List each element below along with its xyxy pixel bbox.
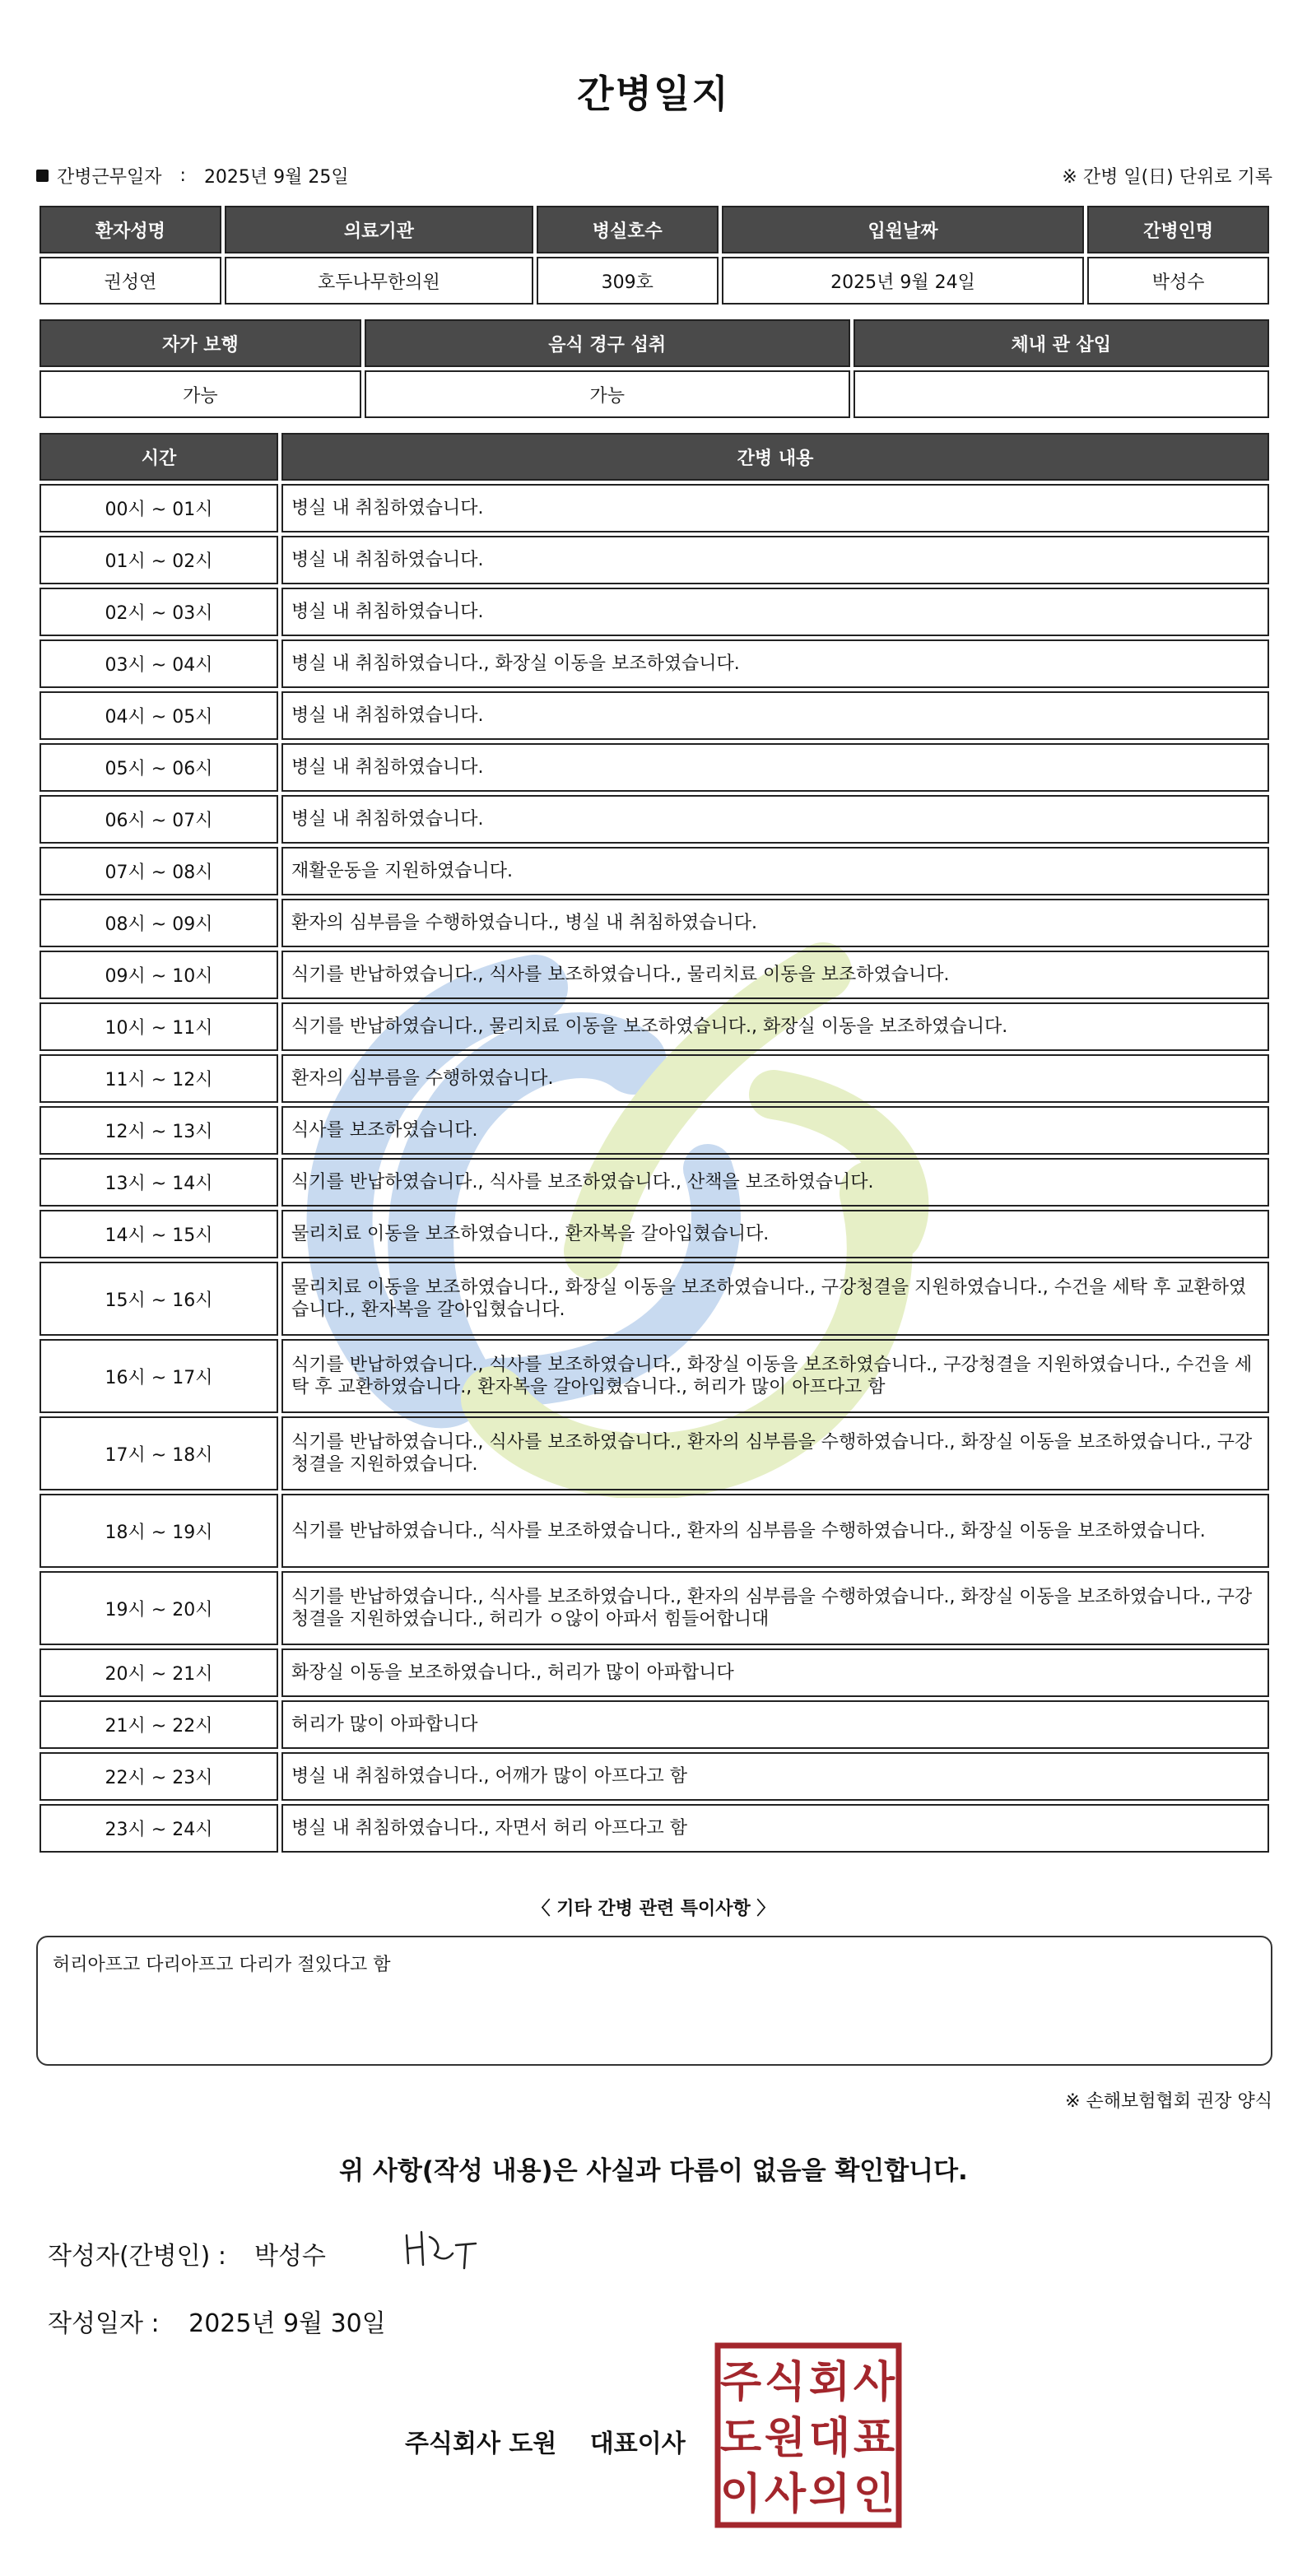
care-log-row: [40, 1700, 1269, 1749]
care-log-time: 05시 ~ 06시: [40, 743, 278, 792]
header-caregiver-name: 간병인명: [1087, 206, 1269, 253]
care-log-content: 병실 내 취침하였습니다., 어깨가 많이 아프다고 함: [281, 1752, 1269, 1801]
notes-box: [36, 1936, 1272, 2066]
care-log-time: 16시 ~ 17시: [40, 1339, 278, 1413]
patient-status-header-row: [40, 319, 1269, 367]
patient-status-table: [36, 316, 1272, 421]
writer-label: 작성자(간병인) :: [48, 2242, 226, 2271]
care-log-time: 02시 ~ 03시: [40, 588, 278, 636]
value-tube-insertion: [854, 370, 1269, 418]
care-log-content: 병실 내 취침하였습니다., 자면서 허리 아프다고 함: [281, 1804, 1269, 1853]
value-oral-intake: 가능: [365, 370, 850, 418]
care-log-time: 22시 ~ 23시: [40, 1752, 278, 1801]
svg-text:사: 사: [764, 2470, 807, 2519]
bullet-square-icon: [36, 170, 49, 182]
care-log-header-row: [40, 433, 1269, 481]
insurer-note: ※ 손해보험협회 권장 양식: [1065, 2091, 1272, 2112]
care-log-time: 14시 ~ 15시: [40, 1210, 278, 1258]
care-log-row: [40, 899, 1269, 947]
care-log-content: 병실 내 취침하였습니다.: [281, 691, 1269, 740]
writer-name: 박성수: [253, 2242, 326, 2271]
value-patient-name: 권성연: [40, 257, 221, 305]
write-date-value: 2025년 9월 30일: [188, 2309, 386, 2338]
care-log-row: [40, 1648, 1269, 1697]
care-log-body: [40, 484, 1269, 1853]
header-patient-name: 환자성명: [40, 206, 221, 253]
care-log-time: 23시 ~ 24시: [40, 1804, 278, 1853]
care-log-content: 물리치료 이동을 보조하였습니다., 환자복을 갈아입혔습니다.: [281, 1210, 1269, 1258]
svg-text:도: 도: [719, 2414, 762, 2463]
care-log-time: 03시 ~ 04시: [40, 639, 278, 688]
svg-text:인: 인: [853, 2470, 895, 2519]
svg-text:사: 사: [853, 2358, 895, 2407]
confirmation-statement: 위 사항(작성 내용)은 사실과 다름이 없음을 확인합니다.: [339, 2156, 968, 2186]
care-log-row: [40, 536, 1269, 584]
care-log-time: 09시 ~ 10시: [40, 951, 278, 999]
work-date-line: [36, 163, 349, 188]
care-log-time: 17시 ~ 18시: [40, 1416, 278, 1490]
svg-text:원: 원: [764, 2414, 807, 2463]
care-log-row: [40, 1339, 1269, 1413]
header-self-walking: 자가 보행: [40, 319, 361, 367]
svg-text:식: 식: [764, 2358, 807, 2407]
header-hospital: 의료기관: [225, 206, 533, 253]
care-log-time: 06시 ~ 07시: [40, 795, 278, 844]
care-log-time: 07시 ~ 08시: [40, 847, 278, 895]
care-log-row: [40, 1804, 1269, 1853]
care-log-time: 18시 ~ 19시: [40, 1494, 278, 1568]
work-date-value: 2025년 9월 25일: [203, 167, 349, 188]
svg-text:표: 표: [853, 2414, 895, 2463]
care-log-content: 물리치료 이동을 보조하였습니다., 화장실 이동을 보조하였습니다., 구강청결을 지원하였습니다., 수건을 세탁 후 교환하였습니다., 환자복을 갈아입혔습니다.: [281, 1262, 1269, 1336]
svg-text:주: 주: [719, 2358, 762, 2407]
care-log-content: 병실 내 취침하였습니다.: [281, 795, 1269, 844]
care-log-row: [40, 951, 1269, 999]
header-tube-insertion: 체내 관 삽입: [854, 319, 1269, 367]
header-care-content: 간병 내용: [281, 433, 1269, 481]
care-log-table: [36, 430, 1272, 1856]
writer-line: [48, 2235, 326, 2271]
care-log-row: [40, 847, 1269, 895]
handwritten-signature: [398, 2220, 489, 2278]
value-hospital: 호두나무한의원: [225, 257, 533, 305]
care-log-time: 00시 ~ 01시: [40, 484, 278, 532]
care-log-content: 재활운동을 지원하였습니다.: [281, 847, 1269, 895]
care-log-content: 병실 내 취침하였습니다.: [281, 743, 1269, 792]
care-log-time: 08시 ~ 09시: [40, 899, 278, 947]
care-log-row: [40, 588, 1269, 636]
care-log-content: 환자의 심부름을 수행하였습니다.: [281, 1054, 1269, 1103]
care-log-row: [40, 1262, 1269, 1336]
value-admission-date: 2025년 9월 24일: [722, 257, 1085, 305]
care-log-time: 13시 ~ 14시: [40, 1158, 278, 1207]
care-log-row: [40, 691, 1269, 740]
care-log-content: 식기를 반납하였습니다., 식사를 보조하였습니다., 환자의 심부름을 수행하였습니다., 화장실 이동을 보조하였습니다.: [281, 1494, 1269, 1568]
care-log-row: [40, 795, 1269, 844]
company-seal-stamp: [714, 2342, 902, 2528]
care-log-content: 식기를 반납하였습니다., 식사를 보조하였습니다., 물리치료 이동을 보조하였습니다.: [281, 951, 1269, 999]
patient-info-table: [36, 202, 1272, 308]
care-log-content: 식기를 반납하였습니다., 식사를 보조하였습니다., 화장실 이동을 보조하였습니다., 구강청결을 지원하였습니다., 수건을 세탁 후 교환하였습니다., 환자복을 갈아입혔습니다., 허리가 많이 아프다고 함: [281, 1339, 1269, 1413]
care-log-row: [40, 484, 1269, 532]
notes-text: 허리아프고 다리아프고 다리가 절있다고 함: [53, 1955, 391, 1975]
svg-text:회: 회: [808, 2358, 851, 2407]
care-log-row: [40, 1106, 1269, 1155]
care-log-content: 식기를 반납하였습니다., 식사를 보조하였습니다., 산책을 보조하였습니다.: [281, 1158, 1269, 1207]
value-self-walking: 가능: [40, 370, 361, 418]
care-log-content: 병실 내 취침하였습니다., 화장실 이동을 보조하였습니다.: [281, 639, 1269, 688]
care-log-row: [40, 1416, 1269, 1490]
care-log-time: 01시 ~ 02시: [40, 536, 278, 584]
care-log-time: 15시 ~ 16시: [40, 1262, 278, 1336]
care-log-content: 병실 내 취침하였습니다.: [281, 536, 1269, 584]
care-log-time: 10시 ~ 11시: [40, 1002, 278, 1051]
care-log-time: 19시 ~ 20시: [40, 1571, 278, 1645]
company-title: 대표이사: [589, 2430, 686, 2458]
care-log-time: 12시 ~ 13시: [40, 1106, 278, 1155]
care-log-content: 식기를 반납하였습니다., 식사를 보조하였습니다., 환자의 심부름을 수행하였습니다., 화장실 이동을 보조하였습니다., 구강청결을 지원하였습니다., 허리가 ㅇ않이 아파서 힘들어합니대: [281, 1571, 1269, 1645]
care-log-time: 20시 ~ 21시: [40, 1648, 278, 1697]
company-name: 주식회사 도원: [405, 2430, 557, 2458]
value-caregiver-name: 박성수: [1087, 257, 1269, 305]
care-log-time: 11시 ~ 12시: [40, 1054, 278, 1103]
work-date-separator: :: [179, 165, 186, 186]
header-oral-intake: 음식 경구 섭취: [365, 319, 850, 367]
care-log-content: 식기를 반납하였습니다., 물리치료 이동을 보조하였습니다., 화장실 이동을 보조하였습니다.: [281, 1002, 1269, 1051]
care-log-time: 04시 ~ 05시: [40, 691, 278, 740]
document-title: 간병일지: [577, 72, 730, 116]
care-log-content: 병실 내 취침하였습니다.: [281, 588, 1269, 636]
care-log-content: 식기를 반납하였습니다., 식사를 보조하였습니다., 환자의 심부름을 수행하였습니다., 화장실 이동을 보조하였습니다., 구강청결을 지원하였습니다.: [281, 1416, 1269, 1490]
company-signature-line: [405, 2423, 686, 2459]
care-log-content: 병실 내 취침하였습니다.: [281, 484, 1269, 532]
notes-title: 〈 기타 간병 관련 특이사항 〉: [532, 1899, 775, 1919]
care-log-content: 환자의 심부름을 수행하였습니다., 병실 내 취침하였습니다.: [281, 899, 1269, 947]
work-date-label: 간병근무일자: [57, 167, 162, 188]
value-room-number: 309호: [537, 257, 719, 305]
care-log-row: [40, 1752, 1269, 1801]
unit-note: ※ 간병 일(日) 단위로 기록: [1062, 167, 1272, 188]
header-time: 시간: [40, 433, 278, 481]
header-admission-date: 입원날짜: [722, 206, 1085, 253]
patient-status-value-row: [40, 370, 1269, 418]
svg-text:대: 대: [808, 2414, 851, 2463]
care-log-row: [40, 1210, 1269, 1258]
care-log-row: [40, 1494, 1269, 1568]
svg-text:의: 의: [808, 2470, 851, 2519]
care-log-content: 허리가 많이 아파합니다: [281, 1700, 1269, 1749]
care-log-row: [40, 1002, 1269, 1051]
care-log-content: 화장실 이동을 보조하였습니다., 허리가 많이 아파합니다: [281, 1648, 1269, 1697]
care-log-row: [40, 1158, 1269, 1207]
patient-info-value-row: [40, 257, 1269, 305]
care-log-row: [40, 639, 1269, 688]
write-date-line: [48, 2303, 386, 2339]
care-log-row: [40, 743, 1269, 792]
write-date-label: 작성일자 :: [48, 2309, 160, 2338]
svg-text:이: 이: [719, 2470, 762, 2519]
care-log-row: [40, 1054, 1269, 1103]
care-log-time: 21시 ~ 22시: [40, 1700, 278, 1749]
care-log-content: 식사를 보조하였습니다.: [281, 1106, 1269, 1155]
patient-info-header-row: [40, 206, 1269, 253]
care-log-row: [40, 1571, 1269, 1645]
header-room-number: 병실호수: [537, 206, 719, 253]
